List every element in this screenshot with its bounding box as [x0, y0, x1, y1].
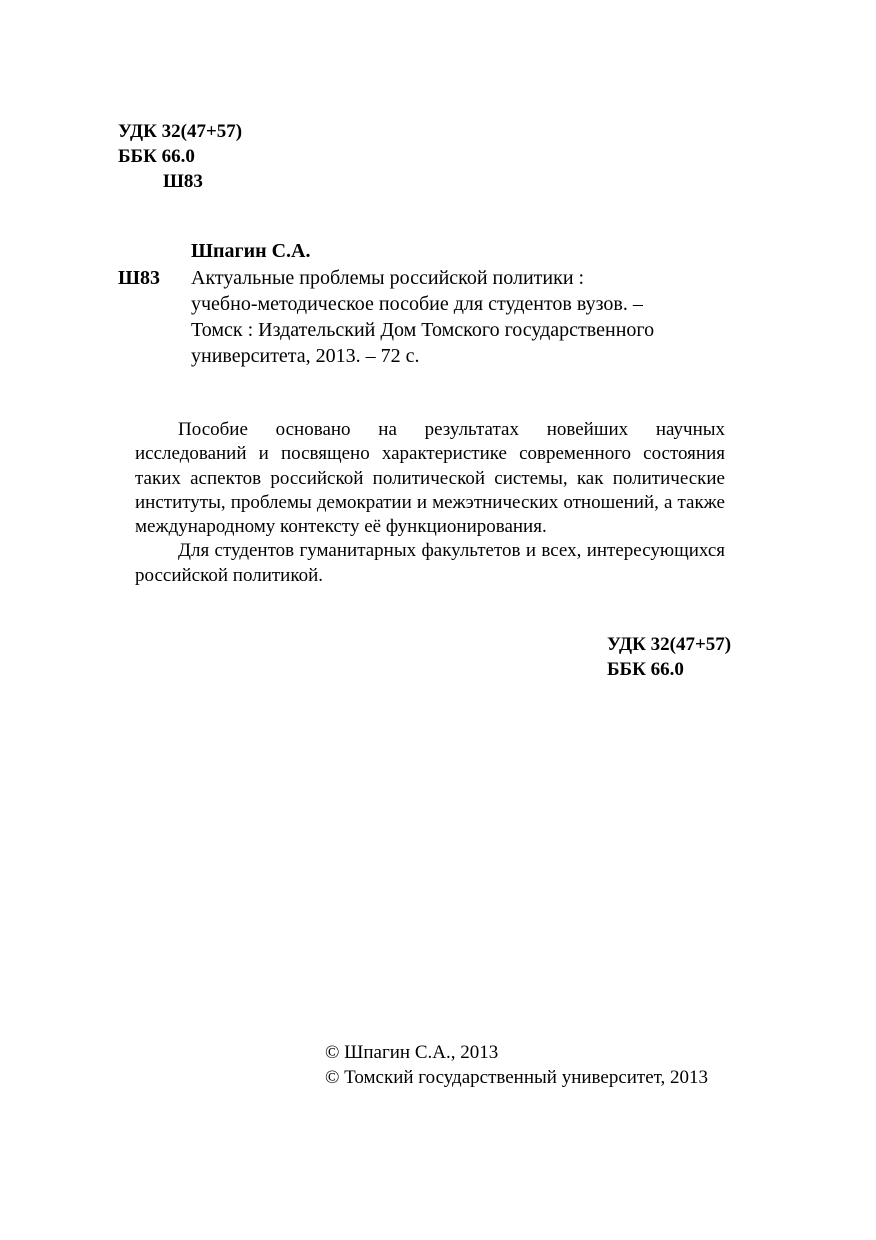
- entry-line-1: Актуальные проблемы российской политики :: [191, 267, 585, 289]
- top-author-sign: Ш83: [163, 171, 203, 192]
- entry-author-sign: Ш83: [118, 267, 160, 289]
- copyright-author: © Шпагин С.А., 2013: [325, 1042, 499, 1063]
- bottom-bbk-code: ББК 66.0: [607, 659, 684, 680]
- entry-author: Шпагин С.А.: [191, 240, 311, 262]
- bottom-udk-code: УДК 32(47+57): [607, 634, 732, 655]
- entry-line-3: Томск : Издательский Дом Томского государственного: [191, 319, 655, 341]
- entry-line-4: университета, 2013. – 72 с.: [191, 345, 420, 367]
- copyright-university: © Томский государственный университет, 2013: [325, 1067, 709, 1088]
- annotation-paragraph-1: Пособие основано на результатах новейших научных исследований и посвящено характеристике современного состояния таких аспектов российской политической системы, как политические институты, проблемы демократии и межэтнических отношений, а также международному контексту её функционирования.: [135, 419, 725, 538]
- annotation: [135, 418, 725, 588]
- annotation-paragraph-2: Для студентов гуманитарных факультетов и всех, интересующихся российской политикой.: [135, 540, 725, 586]
- entry-line-2: учебно-методическое пособие для студентов вузов. –: [191, 293, 643, 315]
- top-bbk-code: ББК 66.0: [118, 146, 195, 167]
- top-udk-code: УДК 32(47+57): [118, 121, 243, 142]
